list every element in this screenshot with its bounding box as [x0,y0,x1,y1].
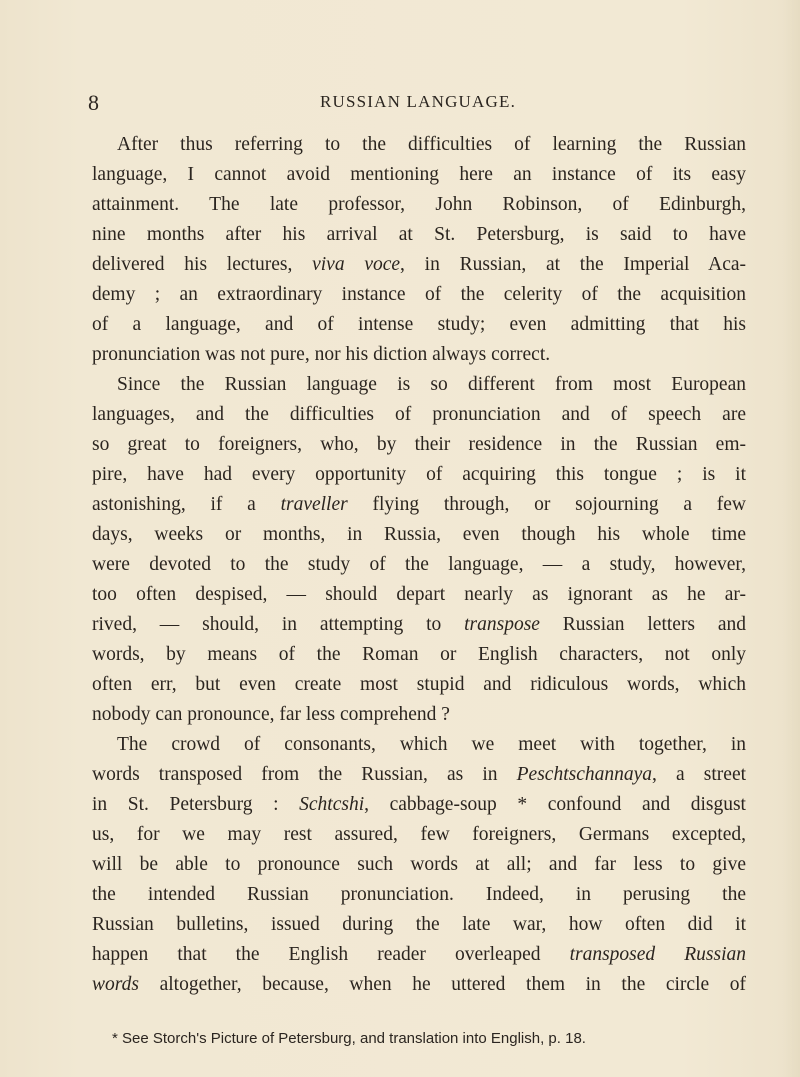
text-line: delivered his lectures, viva voce, in Russian, at the Imperial Aca- [92,254,747,275]
text-line: happen that the English reader overleaped transposed Russian [92,944,746,965]
text-line: rived, — should, in attempting to transpose Russian letters and [92,614,747,635]
italic-term: traveller [280,494,348,515]
text-line: languages, and the difficulties of pronunciation and of speech are [92,404,746,425]
text-line: often err, but even create most stupid and ridiculous words, which [92,674,746,695]
text-line: nine months after his arrival at St. Petersburg, is said to have [92,224,746,245]
body-text [92,130,746,1000]
page-edge-shadow [782,0,800,1077]
text-line: the intended Russian pronunciation. Indeed, in perusing the [92,884,746,905]
text-line: language, I cannot avoid mentioning here an instance of its easy [92,164,746,185]
text-line: in St. Petersburg : Schtcshi, cabbage-soup * confound and disgust [92,794,746,815]
text-line: us, for we may rest assured, few foreigners, Germans excepted, [92,824,746,845]
text-line: so great to foreigners, who, by their residence in the Russian em- [92,434,746,455]
italic-term: words [92,974,139,995]
running-head [88,90,748,120]
text-line: astonishing, if a traveller flying through, or sojourning a few [92,494,746,515]
italic-term: transpose [464,614,540,635]
text-line: days, weeks or months, in Russia, even though his whole time [92,524,746,545]
text-line: words, by means of the Roman or English characters, not only [92,644,746,665]
italic-term: Peschtschannaya [516,764,653,785]
text-line: words altogether, because, when he uttered them in the circle of [92,974,746,995]
text-line: pronunciation was not pure, nor his diction always correct. [92,344,551,365]
text-line: were devoted to the study of the language, — a study, however, [92,554,746,575]
text-line: pire, have had every opportunity of acquiring this tongue ; is it [92,464,746,485]
text-line: After thus referring to the difficulties of learning the Russian [117,134,746,155]
text-line: Since the Russian language is so different from most European [117,374,746,395]
text-line: attainment. The late professor, John Robinson, of Edinburgh, [92,194,746,215]
text-line: demy ; an extraordinary instance of the celerity of the acquisition [92,284,746,305]
text-line: too often despised, — should depart nearly as ignorant as he ar- [92,584,746,605]
page-number: 8 [88,90,99,115]
italic-term: viva voce [312,254,401,275]
text-line: nobody can pronounce, far less comprehend ? [92,704,450,725]
text-line: words transposed from the Russian, as in Peschtschannaya, a street [92,764,747,785]
italic-term: Schtcshi [299,794,365,815]
italic-term: transposed Russian [569,944,746,965]
text-line: will be able to pronounce such words at all; and far less to give [92,854,746,875]
text-line: The crowd of consonants, which we meet with together, in [117,734,746,755]
text-line: of a language, and of intense study; even admitting that his [92,314,746,335]
text-line: Russian bulletins, issued during the late war, how often did it [92,914,746,935]
running-title: RUSSIAN LANGUAGE. [319,92,517,111]
footnote: * See Storch's Picture of Petersburg, and translation into English, p. 18. [112,1030,586,1047]
